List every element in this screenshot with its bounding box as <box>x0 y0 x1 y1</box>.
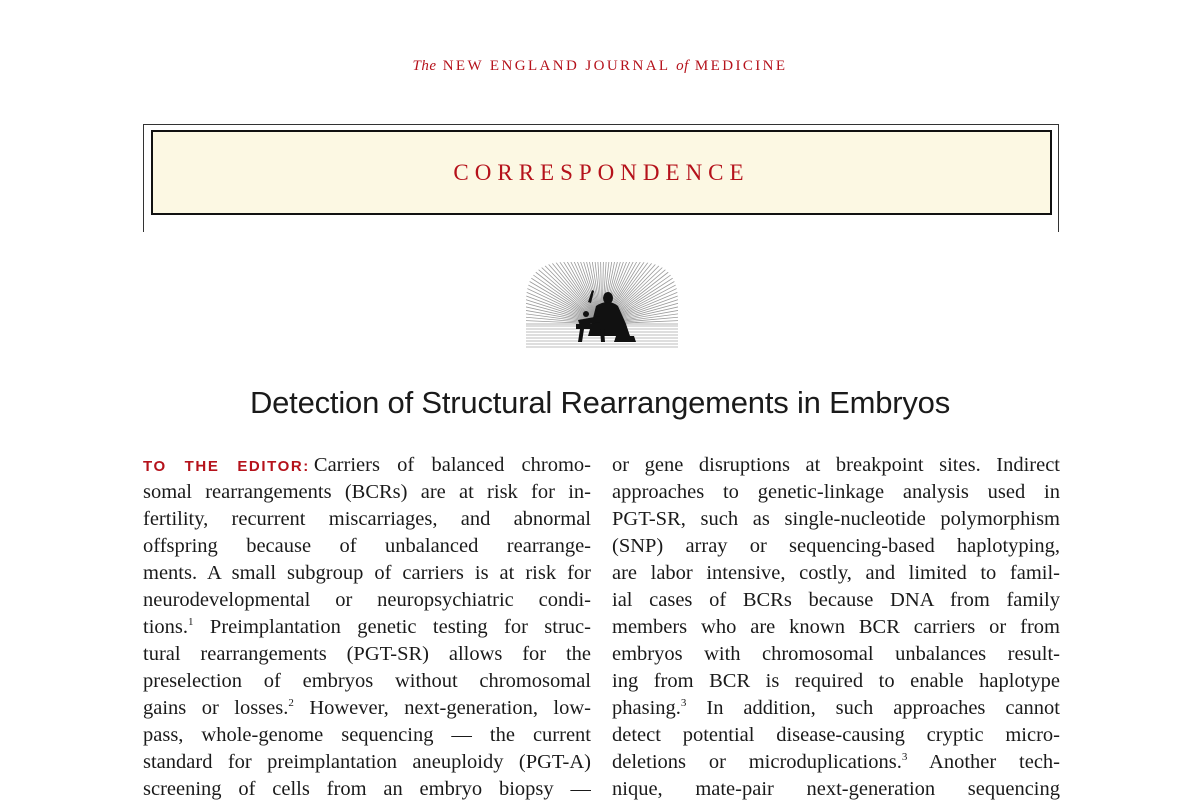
body-text: approaches to genetic-linkage analysis used in <box>612 481 1060 503</box>
journal-header-of: of <box>676 58 689 74</box>
body-text-line <box>612 749 1060 776</box>
body-text-line <box>612 587 1060 614</box>
body-text-line <box>143 641 591 668</box>
body-text-line <box>612 506 1060 533</box>
body-text: In addition, such approaches cannot <box>686 697 1060 719</box>
body-text-line <box>143 749 591 776</box>
body-text: embryos with chromosomal unbalances result- <box>612 643 1060 665</box>
body-text: However, next-generation, low- <box>293 697 591 719</box>
body-text: pass, whole-genome sequencing — the current <box>143 724 591 746</box>
body-text-line <box>612 452 1060 479</box>
section-banner <box>151 130 1052 215</box>
body-text: tions. <box>143 616 188 638</box>
journal-header-name-part2: MEDICINE <box>694 58 788 74</box>
body-text: phasing. <box>612 697 681 719</box>
body-text-line <box>143 668 591 695</box>
body-text-line <box>612 479 1060 506</box>
body-text: ing from BCR is required to enable haplotype <box>612 670 1060 692</box>
journal-header-name-part1: NEW ENGLAND JOURNAL <box>442 58 670 74</box>
body-text: ments. A small subgroup of carriers is at risk for <box>143 562 591 584</box>
article-body-right-column <box>612 452 1060 800</box>
body-text-line <box>143 722 591 749</box>
reference-superscript: 3 <box>901 751 908 763</box>
body-text-line <box>612 695 1060 722</box>
body-text: detect potential disease-causing cryptic micro- <box>612 724 1060 746</box>
body-text: offspring because of unbalanced rearrange- <box>143 535 591 557</box>
body-text: deletions or microduplications. <box>612 751 902 773</box>
reference-superscript: 3 <box>680 697 687 709</box>
body-text-line <box>143 614 591 641</box>
body-text-line <box>143 776 591 800</box>
body-text-line <box>143 587 591 614</box>
body-text-line <box>612 614 1060 641</box>
body-text-line <box>143 560 591 587</box>
body-text-line <box>612 560 1060 587</box>
body-text: fertility, recurrent miscarriages, and abnormal <box>143 508 591 530</box>
body-text: preselection of embryos without chromosomal <box>143 670 591 692</box>
article-body-left-column <box>143 452 591 800</box>
body-text: (SNP) array or sequencing-based haplotyping, <box>612 535 1060 557</box>
body-text: Another tech- <box>907 751 1060 773</box>
body-text: or gene disruptions at breakpoint sites. Indirect <box>612 454 1060 476</box>
body-text-line <box>143 506 591 533</box>
body-text-line <box>612 533 1060 560</box>
body-text: members who are known BCR carriers or from <box>612 616 1060 638</box>
journal-running-header <box>0 56 1200 76</box>
body-text: Preimplantation genetic testing for struc- <box>193 616 591 638</box>
journal-seal-icon <box>526 262 678 350</box>
body-text: are labor intensive, costly, and limited to famil- <box>612 562 1060 584</box>
body-text-line <box>612 668 1060 695</box>
body-text-line <box>143 695 591 722</box>
section-title: CORRESPONDENCE <box>453 159 750 185</box>
body-text: Carriers of balanced chromo- <box>313 454 591 476</box>
body-text-line <box>143 479 591 506</box>
body-text: gains or losses. <box>143 697 289 719</box>
body-text: standard for preimplantation aneuploidy (PGT-A) <box>143 751 591 773</box>
article-title: Detection of Structural Rearrangements in Embryos <box>249 385 951 420</box>
body-text: ial cases of BCRs because DNA from family <box>612 589 1060 611</box>
body-text: neurodevelopmental or neuropsychiatric condi- <box>143 589 591 611</box>
body-text-line <box>612 722 1060 749</box>
body-text: PGT-SR, such as single-nucleotide polymorphism <box>612 508 1060 530</box>
body-text-line <box>143 533 591 560</box>
body-text: tural rearrangements (PGT-SR) allows for the <box>143 643 591 665</box>
body-text: somal rearrangements (BCRs) are at risk for in- <box>143 481 591 503</box>
reference-superscript: 2 <box>288 697 294 709</box>
body-text-line <box>612 641 1060 668</box>
body-text: nique, mate-pair next-generation sequencing <box>612 778 1060 800</box>
body-text: screening of cells from an embryo biopsy — <box>143 778 591 800</box>
salutation: TO THE EDITOR: <box>143 458 310 475</box>
body-text-line <box>143 452 591 479</box>
journal-header-the: The <box>412 58 437 74</box>
body-text-line <box>612 776 1060 800</box>
reference-superscript: 1 <box>188 616 194 628</box>
